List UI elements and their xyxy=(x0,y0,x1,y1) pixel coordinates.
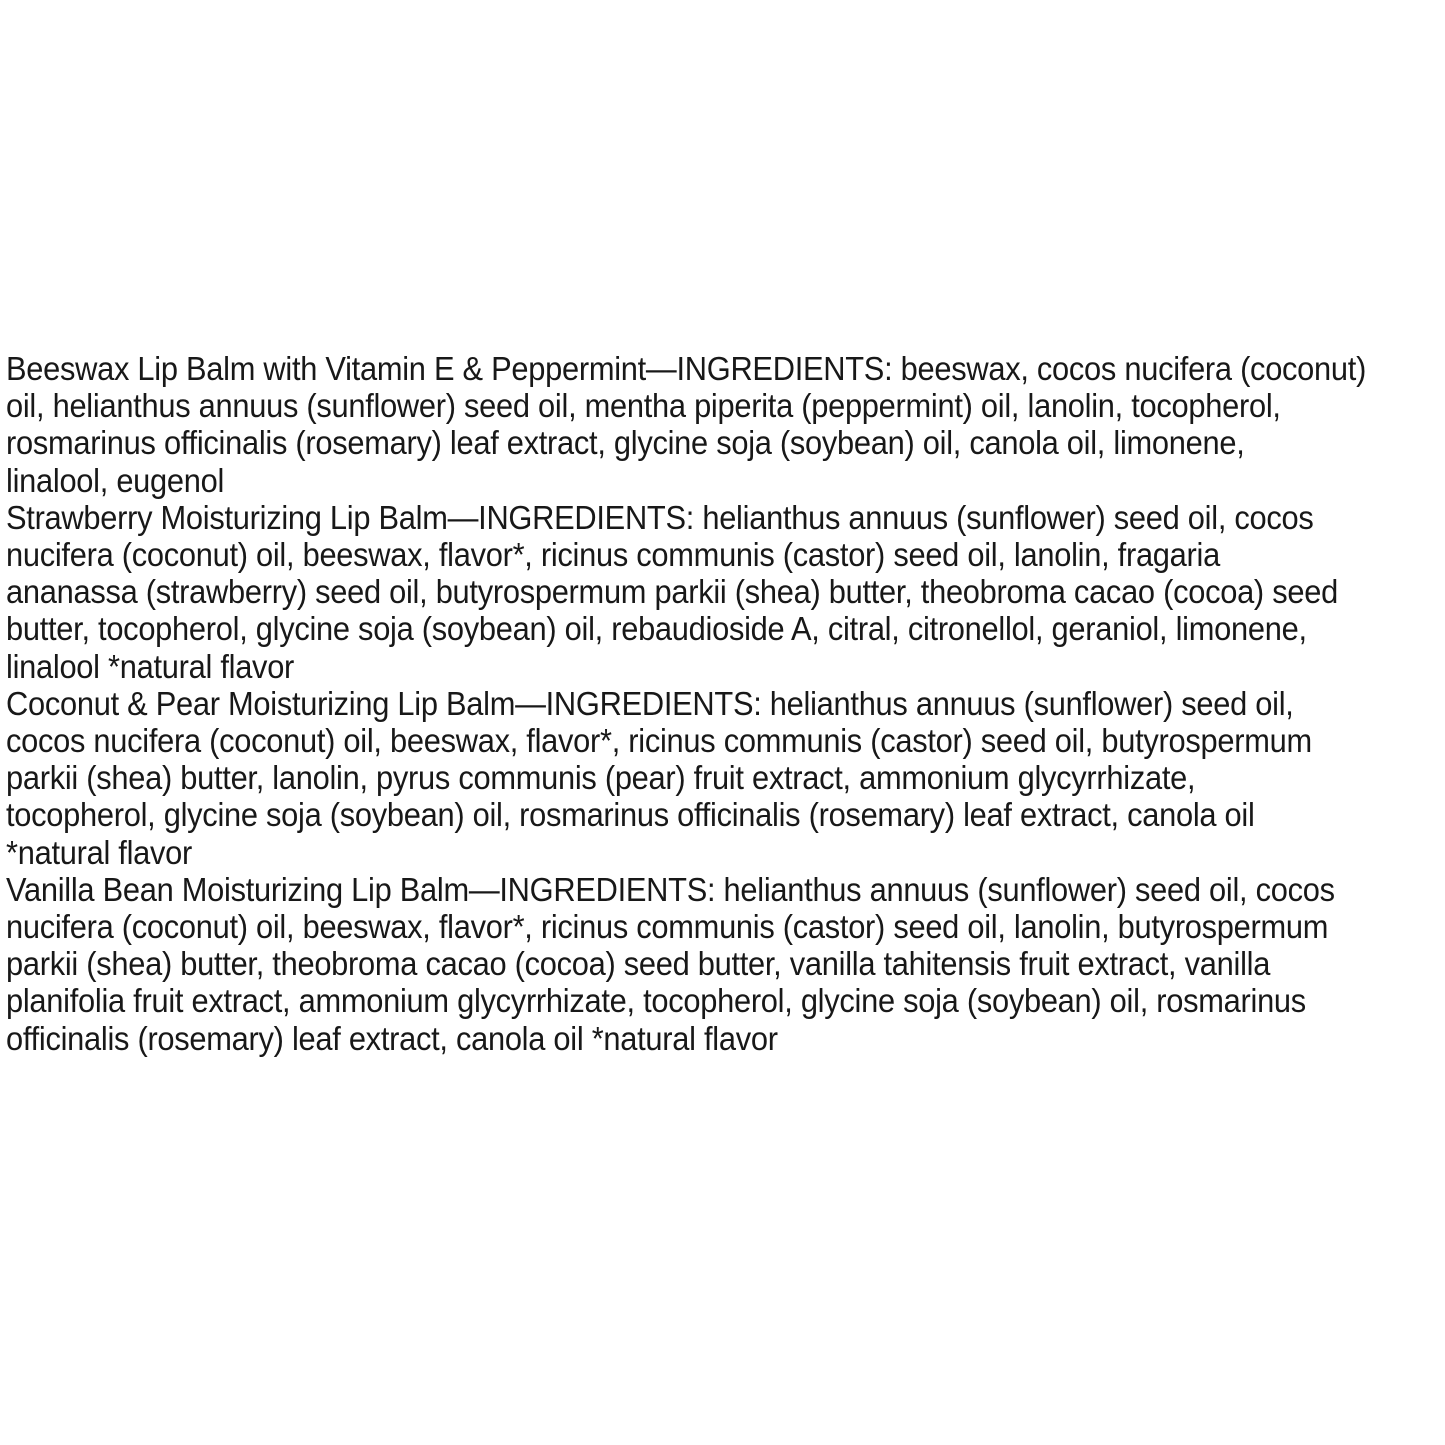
label-line: nucifera (coconut) oil, beeswax, flavor*, ricinus communis (castor) seed oil, lanolin, butyrospermum xyxy=(6,909,1329,947)
label-line: Beeswax Lip Balm with Vitamin E & Peppermint—INGREDIENTS: beeswax, cocos nucifera (coconut) xyxy=(6,351,1367,388)
label-line: officinalis (rosemary) leaf extract, canola oil *natural flavor xyxy=(6,1020,778,1058)
label-line: oil, helianthus annuus (sunflower) seed oil, mentha piperita (peppermint) oil, lanolin, tocopherol, xyxy=(6,388,1281,426)
label-line: tocopherol, glycine soja (soybean) oil, rosmarinus officinalis (rosemary) leaf extract, canola oil xyxy=(6,797,1255,835)
label-line: nucifera (coconut) oil, beeswax, flavor*, ricinus communis (castor) seed oil, lanolin, fragaria xyxy=(6,537,1220,575)
label-line: linalool *natural flavor xyxy=(6,648,295,686)
label-line: parkii (shea) butter, theobroma cacao (cocoa) seed butter, vanilla tahitensis fruit extract, vanilla xyxy=(6,946,1271,984)
label-line: planifolia fruit extract, ammonium glycyrrhizate, tocopherol, glycine soja (soybean) oil, rosmarinus xyxy=(6,983,1306,1021)
label-line: Vanilla Bean Moisturizing Lip Balm—INGREDIENTS: helianthus annuus (sunflower) seed oil, cocos xyxy=(6,871,1335,909)
label-line: rosmarinus officinalis (rosemary) leaf extract, glycine soja (soybean) oil, canola oil, limonene, xyxy=(6,425,1245,463)
label-line: butter, tocopherol, glycine soja (soybean) oil, rebaudioside A, citral, citronellol, geraniol, limonene, xyxy=(6,611,1307,649)
label-line: ananassa (strawberry) seed oil, butyrospermum parkii (shea) butter, theobroma cacao (cocoa) seed xyxy=(6,574,1338,612)
label-line: Strawberry Moisturizing Lip Balm—INGREDIENTS: helianthus annuus (sunflower) seed oil, cocos xyxy=(6,499,1314,537)
label-line: *natural flavor xyxy=(6,834,193,872)
label-line: parkii (shea) butter, lanolin, pyrus communis (pear) fruit extract, ammonium glycyrrhizate, xyxy=(6,760,1196,798)
label-line: Coconut & Pear Moisturizing Lip Balm—INGREDIENTS: helianthus annuus (sunflower) seed oil, xyxy=(6,685,1294,723)
label-line: cocos nucifera (coconut) oil, beeswax, flavor*, ricinus communis (castor) seed oil, butyrospermum xyxy=(6,723,1312,761)
label-line: linalool, eugenol xyxy=(6,462,225,500)
ingredients-label-text-block xyxy=(6,351,1445,1058)
